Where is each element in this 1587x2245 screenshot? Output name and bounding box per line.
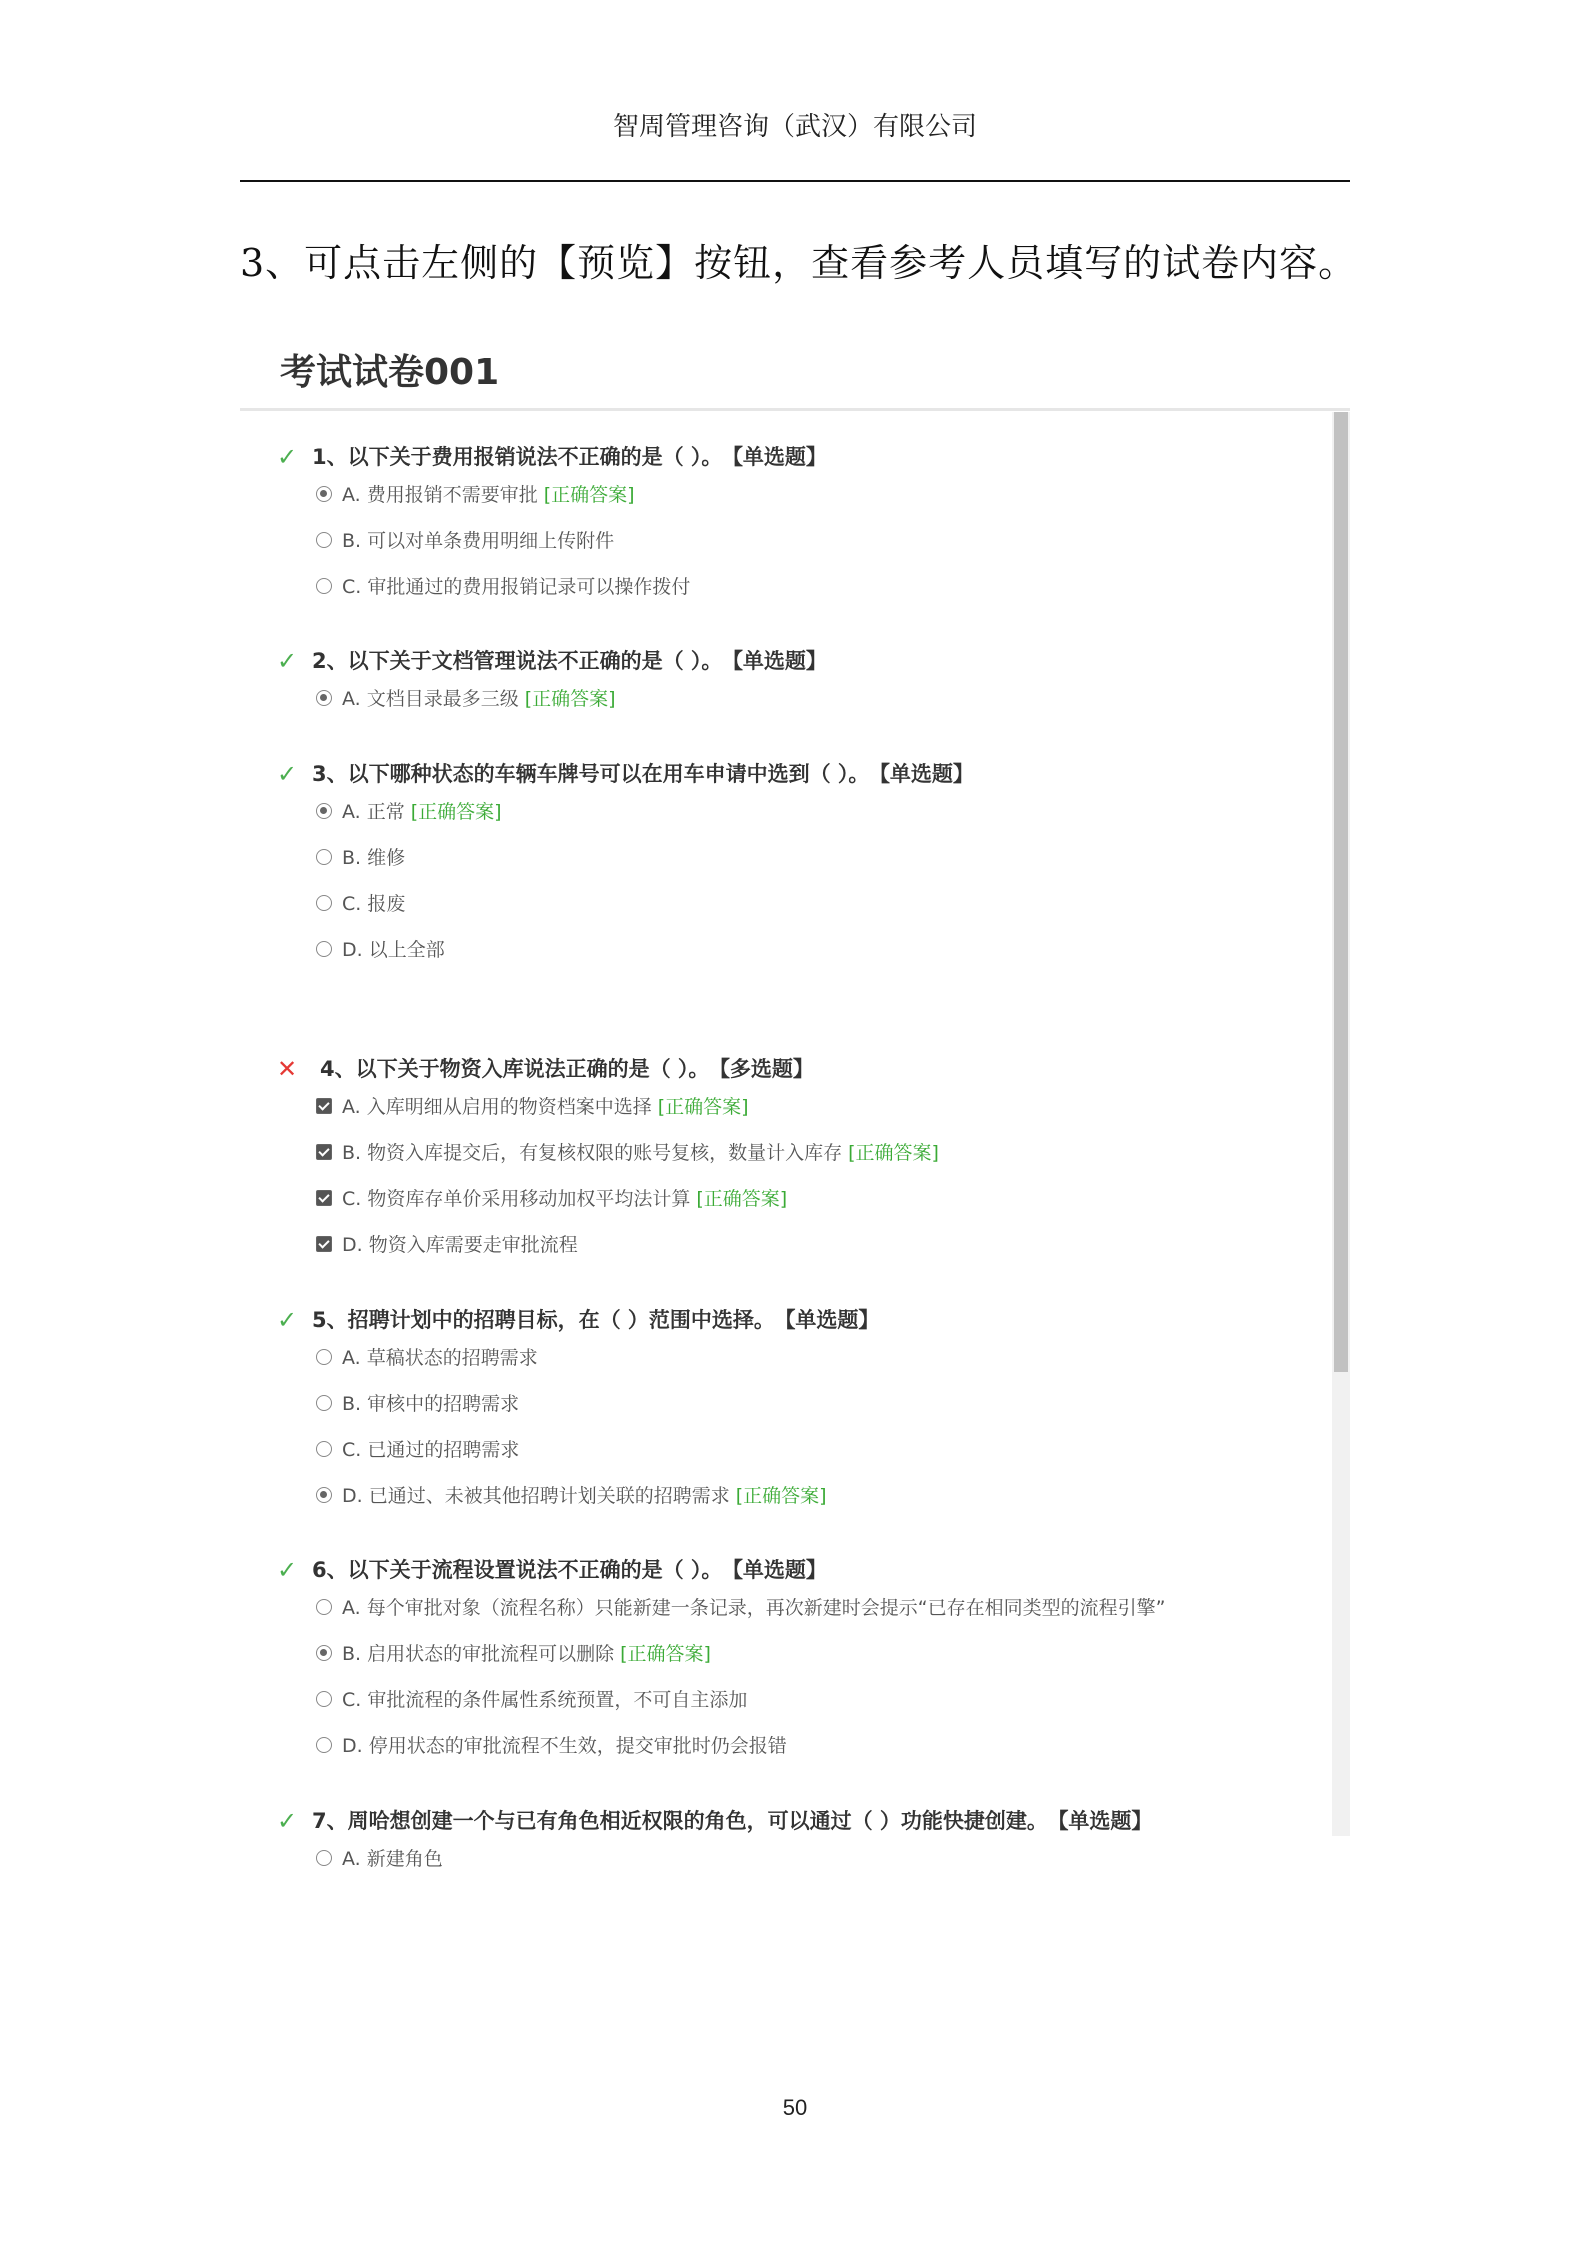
option-label: C. 已通过的招聘需求 (342, 1439, 520, 1461)
option-label: A. 费用报销不需要审批 (342, 484, 538, 506)
check-icon: ✓ (276, 647, 298, 675)
option-text (342, 1677, 747, 1723)
check-icon: ✓ (276, 443, 298, 471)
question-number: 5、 (312, 1308, 348, 1332)
checkbox-icon[interactable] (316, 1098, 332, 1114)
correct-answer-tag: [正确答案] (848, 1142, 939, 1164)
answer-option[interactable] (240, 1677, 1320, 1723)
option-label: C. 审批通过的费用报销记录可以操作拨付 (342, 576, 691, 598)
page-number: 50 (782, 2095, 808, 2120)
question-body: 以下关于费用报销说法不正确的是（ ）。 (347, 445, 723, 469)
cross-icon: ✕ (276, 1055, 298, 1083)
option-label: B. 维修 (342, 847, 406, 869)
radio-icon[interactable] (316, 1645, 332, 1661)
option-label: D. 停用状态的审批流程不生效，提交审批时仍会报错 (342, 1735, 787, 1757)
radio-icon[interactable] (316, 690, 332, 706)
answer-option[interactable] (240, 835, 1320, 881)
radio-icon[interactable] (316, 1395, 332, 1411)
question-body: 以下关于物资入库说法正确的是（ ）。 (355, 1057, 710, 1081)
radio-icon[interactable] (316, 532, 332, 548)
answer-option[interactable] (240, 1381, 1320, 1427)
question-text (312, 759, 974, 789)
option-label: A. 草稿状态的招聘需求 (342, 1347, 538, 1369)
question-text (312, 646, 827, 676)
question-number: 7、 (312, 1809, 348, 1833)
answer-option[interactable] (240, 1222, 1320, 1268)
answer-option[interactable] (240, 1473, 1320, 1519)
option-text (342, 835, 405, 881)
option-text (342, 1427, 519, 1473)
question-body: 以下哪种状态的车辆车牌号可以在用车申请中选到（ ）。 (347, 762, 870, 786)
option-text (342, 676, 616, 722)
option-label: A. 新建角色 (342, 1848, 443, 1870)
question-title (240, 442, 1320, 472)
radio-icon[interactable] (316, 1850, 332, 1866)
question-title (240, 1806, 1320, 1836)
option-label: B. 审核中的招聘需求 (342, 1393, 520, 1415)
option-label: D. 已通过、未被其他招聘计划关联的招聘需求 (342, 1485, 730, 1507)
correct-answer-tag: [正确答案] (657, 1096, 749, 1118)
check-icon: ✓ (276, 1556, 298, 1584)
question-item (240, 759, 1320, 973)
option-text (342, 1335, 538, 1381)
option-label: C. 报废 (342, 893, 406, 915)
option-text (342, 472, 635, 518)
check-icon: ✓ (276, 760, 298, 788)
radio-icon[interactable] (316, 1487, 332, 1503)
option-label: B. 可以对单条费用明细上传附件 (342, 530, 615, 552)
answer-option[interactable] (240, 789, 1320, 835)
question-type: 【单选题】 (732, 1558, 827, 1582)
question-text (312, 442, 827, 472)
question-item (240, 1054, 1320, 1268)
exam-title: 考试试卷001 (280, 352, 500, 393)
option-text (342, 1130, 939, 1176)
correct-answer-tag: [正确答案] (410, 801, 502, 823)
check-icon: ✓ (276, 1306, 298, 1334)
question-body: 周哈想创建一个与已有角色相近权限的角色，可以通过（ ）功能快捷创建。 (347, 1809, 1048, 1833)
radio-icon[interactable] (316, 486, 332, 502)
option-text (342, 927, 445, 973)
scrollbar-thumb[interactable] (1334, 412, 1348, 1372)
question-number: 2、 (312, 649, 348, 673)
question-item (240, 646, 1320, 722)
answer-option[interactable] (240, 1084, 1320, 1130)
checkbox-icon[interactable] (316, 1236, 332, 1252)
correct-answer-tag: [正确答案] (524, 688, 616, 710)
radio-icon[interactable] (316, 1441, 332, 1457)
question-text (320, 1054, 814, 1084)
answer-option[interactable] (240, 1723, 1320, 1769)
answer-option[interactable] (240, 1176, 1320, 1222)
radio-icon[interactable] (316, 1691, 332, 1707)
option-label: D. 物资入库需要走审批流程 (342, 1234, 578, 1256)
question-text (312, 1806, 1152, 1836)
option-label: D. 以上全部 (342, 939, 445, 961)
instruction-text: 3、可点击左侧的【预览】按钮，查看参考人员填写的试卷内容。 (240, 241, 1358, 285)
question-item (240, 1305, 1320, 1519)
question-item (240, 442, 1320, 610)
question-item (240, 1555, 1320, 1769)
question-type: 【单选题】 (732, 649, 827, 673)
correct-answer-tag: [正确答案] (696, 1188, 788, 1210)
answer-option[interactable] (240, 1130, 1320, 1176)
question-number: 4、 (320, 1057, 356, 1081)
option-text (342, 1585, 1165, 1631)
option-label: C. 审批流程的条件属性系统预置，不可自主添加 (342, 1689, 748, 1711)
page-header-company: 智周管理咨询（武汉）有限公司 (612, 112, 977, 142)
question-type: 【单选题】 (784, 1308, 880, 1332)
check-icon: ✓ (276, 1807, 298, 1835)
exam-panel (240, 412, 1350, 1870)
option-text (342, 1836, 443, 1882)
answer-option[interactable] (240, 676, 1320, 722)
question-type: 【单选题】 (1057, 1809, 1153, 1833)
answer-option[interactable] (240, 927, 1320, 973)
question-text (312, 1555, 827, 1585)
answer-option[interactable] (240, 881, 1320, 927)
radio-icon[interactable] (316, 1737, 332, 1753)
correct-answer-tag: [正确答案] (620, 1643, 711, 1665)
option-text (342, 1631, 711, 1677)
checkbox-icon[interactable] (316, 1190, 332, 1206)
question-body: 招聘计划中的招聘目标，在（ ）范围中选择。 (347, 1308, 775, 1332)
answer-option[interactable] (240, 1335, 1320, 1381)
option-label: A. 正常 (342, 801, 405, 823)
answer-option[interactable] (240, 1585, 1320, 1631)
radio-icon[interactable] (316, 895, 332, 911)
correct-answer-tag: [正确答案] (543, 484, 635, 506)
radio-icon[interactable] (316, 1349, 332, 1365)
exam-panel-divider (240, 408, 1350, 411)
option-text (342, 1176, 787, 1222)
checkbox-icon[interactable] (316, 1144, 332, 1160)
question-text (312, 1305, 879, 1335)
option-text (342, 1222, 578, 1268)
question-body: 以下关于流程设置说法不正确的是（ ）。 (347, 1558, 723, 1582)
question-title (240, 759, 1320, 789)
question-type: 【单选题】 (879, 762, 974, 786)
question-number: 1、 (312, 445, 348, 469)
option-text (342, 564, 690, 610)
radio-icon[interactable] (316, 941, 332, 957)
option-text (342, 1723, 787, 1769)
option-label: B. 物资入库提交后，有复核权限的账号复核，数量计入库存 (342, 1142, 843, 1164)
question-body: 以下关于文档管理说法不正确的是（ ）。 (347, 649, 723, 673)
option-text (342, 789, 502, 835)
option-label: C. 物资库存单价采用移动加权平均法计算 (342, 1188, 691, 1210)
option-label: A. 文档目录最多三级 (342, 688, 519, 710)
answer-option[interactable] (240, 472, 1320, 518)
question-number: 3、 (312, 762, 348, 786)
answer-option[interactable] (240, 1631, 1320, 1677)
question-type: 【多选题】 (719, 1057, 814, 1081)
answer-option[interactable] (240, 1427, 1320, 1473)
option-text (342, 1473, 827, 1519)
option-label: A. 每个审批对象（流程名称）只能新建一条记录，再次新建时会提示“已存在相同类型的流程引擎” (342, 1597, 1166, 1619)
radio-icon[interactable] (316, 803, 332, 819)
question-title (240, 646, 1320, 676)
question-number: 6、 (312, 1558, 348, 1582)
question-item (240, 1806, 1320, 1882)
radio-icon[interactable] (316, 1599, 332, 1615)
answer-option[interactable] (240, 518, 1320, 564)
option-text (342, 518, 614, 564)
question-type: 【单选题】 (732, 445, 827, 469)
answer-option[interactable] (240, 564, 1320, 610)
header-divider (240, 180, 1350, 182)
question-title (240, 1305, 1320, 1335)
question-title (240, 1555, 1320, 1585)
option-text (342, 1381, 519, 1427)
answer-option[interactable] (240, 1836, 1320, 1882)
question-title (240, 1054, 1320, 1084)
correct-answer-tag: [正确答案] (735, 1485, 827, 1507)
option-label: A. 入库明细从启用的物资档案中选择 (342, 1096, 652, 1118)
radio-icon[interactable] (316, 578, 332, 594)
radio-icon[interactable] (316, 849, 332, 865)
option-text (342, 1084, 749, 1130)
option-text (342, 881, 405, 927)
option-label: B. 启用状态的审批流程可以删除 (342, 1643, 615, 1665)
scrollbar-track[interactable] (1332, 412, 1350, 1836)
